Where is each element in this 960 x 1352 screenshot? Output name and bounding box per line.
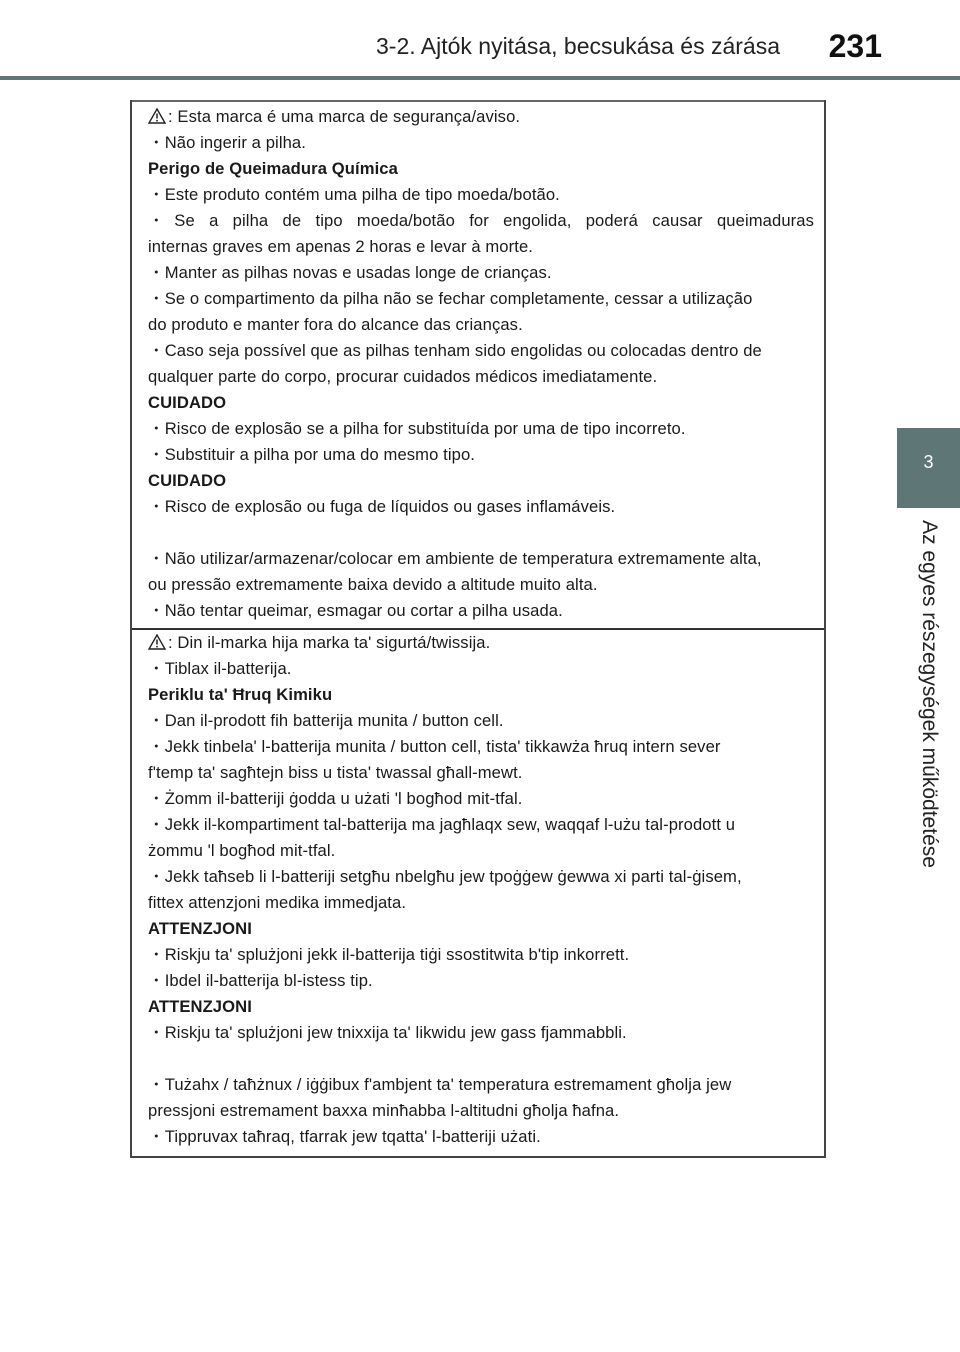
text-line: ・Substituir a pilha por uma do mesmo tipo.	[148, 445, 476, 464]
text-line: ・Manter as pilhas novas e usadas longe de crianças.	[148, 263, 552, 282]
section-heading: Perigo de Queimadura Química	[148, 159, 398, 178]
text-line: ・Não ingerir a pilha.	[148, 133, 306, 152]
text-line: ・Risco de explosão se a pilha for substituída por uma de tipo incorreto.	[148, 419, 686, 438]
warning-mark-text: : Din il-marka hija marka ta' sigurtá/twissija.	[168, 633, 491, 652]
text-line: ・Este produto contém uma pilha de tipo moeda/botão.	[148, 185, 560, 204]
chapter-label: Az egyes részegységek működtetése	[918, 520, 941, 868]
warning-triangle-icon	[148, 108, 166, 124]
warning-mark-line	[148, 104, 814, 130]
warning-mark-text: : Esta marca é uma marca de segurança/aviso.	[168, 107, 521, 126]
text-line: ・Tiblax il-batterija.	[148, 659, 292, 678]
text-line: ou pressão extremamente baixa devido a altitude muito alta.	[148, 575, 598, 594]
text-line: ・Riskju ta' splużjoni jew tnixxija ta' likwidu jew gass fjammabbli.	[148, 1023, 627, 1042]
text-line: ・Não tentar queimar, esmagar ou cortar a pilha usada.	[148, 601, 563, 620]
text-line: do produto e manter fora do alcance das crianças.	[148, 315, 523, 334]
text-line: ・Não utilizar/armazenar/colocar em ambiente de temperatura extremamente alta,	[148, 549, 762, 568]
text-line: ・Tippruvax taħraq, tfarrak jew tqatta' l-batteriji użati.	[148, 1127, 541, 1146]
text-line: ・Riskju ta' splużjoni jekk il-batterija tiġi ssostitwita b'tip inkorrett.	[148, 945, 630, 964]
chapter-number: 3	[923, 452, 934, 472]
section-heading: ATTENZJONI	[148, 997, 252, 1016]
text-line: f'temp ta' sagħtejn biss u tista' twassal għall-mewt.	[148, 763, 523, 782]
portuguese-section	[148, 104, 814, 624]
text-line: qualquer parte do corpo, procurar cuidados médicos imediatamente.	[148, 367, 658, 386]
section-heading: CUIDADO	[148, 471, 227, 490]
text-line: ・Żomm il-batteriji ġodda u użati 'l bogħod mit-tfal.	[148, 789, 523, 808]
maltese-section	[148, 630, 814, 1150]
header-rule	[0, 76, 960, 80]
section-heading: CUIDADO	[148, 393, 227, 412]
text-line: ・Jekk il-kompartiment tal-batterija ma jagħlaqx sew, waqqaf l-użu tal-prodott u	[148, 815, 736, 834]
text-line: ・Se o compartimento da pilha não se fechar completamente, cessar a utilização	[148, 289, 753, 308]
chapter-tab[interactable]	[897, 428, 960, 508]
blank-line	[148, 520, 814, 546]
text-line: żommu 'l bogħod mit-tfal.	[148, 841, 336, 860]
text-line: ・Risco de explosão ou fuga de líquidos ou gases inflamáveis.	[148, 497, 616, 516]
text-line: internas graves em apenas 2 horas e levar à morte.	[148, 237, 534, 256]
text-line: pressjoni estremament baxxa minħabba l-altitudni għolja ħafna.	[148, 1101, 620, 1120]
text-line: ・Se a pilha de tipo moeda/botão for engolida, poderá causar queimaduras	[148, 211, 814, 230]
text-line: ・Caso seja possível que as pilhas tenham sido engolidas ou colocadas dentro de	[148, 341, 762, 360]
warning-mark-line	[148, 630, 814, 656]
section-heading: ATTENZJONI	[148, 919, 252, 938]
section-heading: Periklu ta' Ħruq Kimiku	[148, 685, 333, 704]
sheet-top-rule	[132, 100, 824, 102]
text-line: ・Tużahx / taħżnux / iġġibux f'ambjent ta' temperatura estremament għolja jew	[148, 1075, 732, 1094]
header-title: 3-2. Ajtók nyitása, becsukása és zárása	[376, 33, 780, 59]
warning-triangle-icon	[148, 634, 166, 650]
blank-line	[148, 1046, 814, 1072]
text-line: fittex attenzjoni medika immedjata.	[148, 893, 407, 912]
page-number: 231	[828, 28, 882, 64]
text-line: ・Jekk tinbela' l-batterija munita / button cell, tista' tikkawża ħruq intern sever	[148, 737, 721, 756]
text-line: ・Ibdel il-batterija bl-istess tip.	[148, 971, 373, 990]
scanned-label-sheet	[130, 100, 826, 1158]
text-line: ・Dan il-prodott fih batterija munita / button cell.	[148, 711, 504, 730]
text-line: ・Jekk taħseb li l-batteriji setgħu nbelgħu jew tpoġġew ġewwa xi parti tal-ġisem,	[148, 867, 742, 886]
